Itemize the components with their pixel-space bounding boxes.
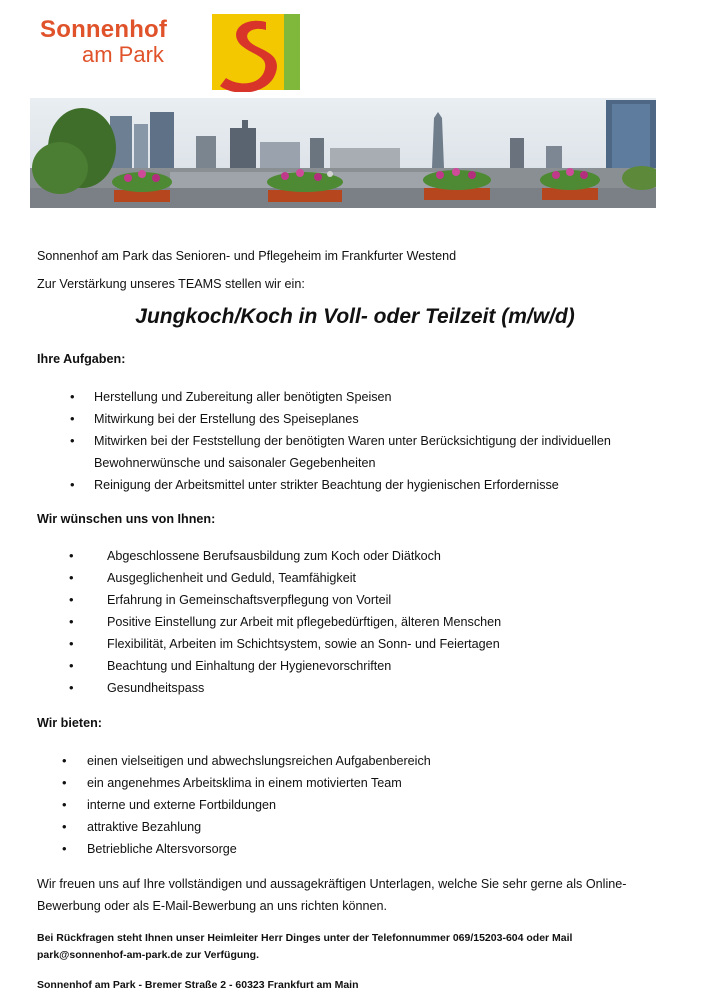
list-item: • Mitwirkung bei der Erstellung des Speiseplanes xyxy=(94,408,654,430)
tasks-list xyxy=(94,386,654,496)
list-item: • Gesundheitspass xyxy=(107,677,647,699)
list-item: • Abgeschlossene Berufsausbildung zum Koch oder Diätkoch xyxy=(107,545,647,567)
list-item: • Beachtung und Einhaltung der Hygienevorschriften xyxy=(107,655,647,677)
intro-line-1: Sonnenhof am Park das Senioren- und Pflegeheim im Frankfurter Westend xyxy=(37,249,457,263)
contact-paragraph: Bei Rückfragen steht Ihnen unser Heimleiter Herr Dinges unter der Telefonnummer 069/15203-604 oder Mail park@sonnenhof-am-park.de zur Verfügung. xyxy=(37,932,573,961)
logo xyxy=(36,10,304,94)
offers-heading: Wir bieten: xyxy=(37,716,102,730)
requirements-heading: Wir wünschen uns von Ihnen: xyxy=(37,512,216,526)
sonnenhof-logo-mark-icon xyxy=(210,12,302,92)
list-item: • Mitwirken bei der Feststellung der benötigten Waren unter Berücksichtigung der individuellen Bewohnerwünsche und saisonaler Gegebenheiten xyxy=(94,430,654,474)
list-item: • Herstellung und Zubereitung aller benötigten Speisen xyxy=(94,386,654,408)
requirements-list xyxy=(107,545,647,699)
list-item: • Erfahrung in Gemeinschaftsverpflegung von Vorteil xyxy=(107,589,647,611)
list-item: • ein angenehmes Arbeitsklima in einem motivierten Team xyxy=(87,772,627,794)
list-item: • einen vielseitigen und abwechslungsreichen Aufgabenbereich xyxy=(87,750,627,772)
list-item: • Positive Einstellung zur Arbeit mit pflegebedürftigen, älteren Menschen xyxy=(107,611,647,633)
job-title: Jungkoch/Koch in Voll- oder Teilzeit (m/w/d) xyxy=(135,305,575,328)
tasks-heading: Ihre Aufgaben: xyxy=(37,352,126,366)
list-item: • Betriebliche Altersvorsorge xyxy=(87,838,627,860)
list-item: • Flexibilität, Arbeiten im Schichtsystem, sowie an Sonn- und Feiertagen xyxy=(107,633,647,655)
footer-address: Sonnenhof am Park - Bremer Straße 2 - 60323 Frankfurt am Main xyxy=(37,979,359,991)
list-item: • interne und externe Fortbildungen xyxy=(87,794,627,816)
skyline-banner-image xyxy=(30,98,656,208)
logo-text-line1: Sonnenhof xyxy=(40,16,168,43)
offers-list xyxy=(87,750,627,860)
list-item: • attraktive Bezahlung xyxy=(87,816,627,838)
list-item: • Ausgeglichenheit und Geduld, Teamfähigkeit xyxy=(107,567,647,589)
intro-line-2: Zur Verstärkung unseres TEAMS stellen wir ein: xyxy=(37,277,305,291)
closing-paragraph: Wir freuen uns auf Ihre vollständigen und aussagekräftigen Unterlagen, welche Sie sehr gerne als Online-Bewerbung oder als E-Mail-Bewerbung an uns richten können. xyxy=(37,877,627,913)
logo-text-line2: am Park xyxy=(82,42,164,67)
list-item: • Reinigung der Arbeitsmittel unter strikter Beachtung der hygienischen Erfordernisse xyxy=(94,474,654,496)
